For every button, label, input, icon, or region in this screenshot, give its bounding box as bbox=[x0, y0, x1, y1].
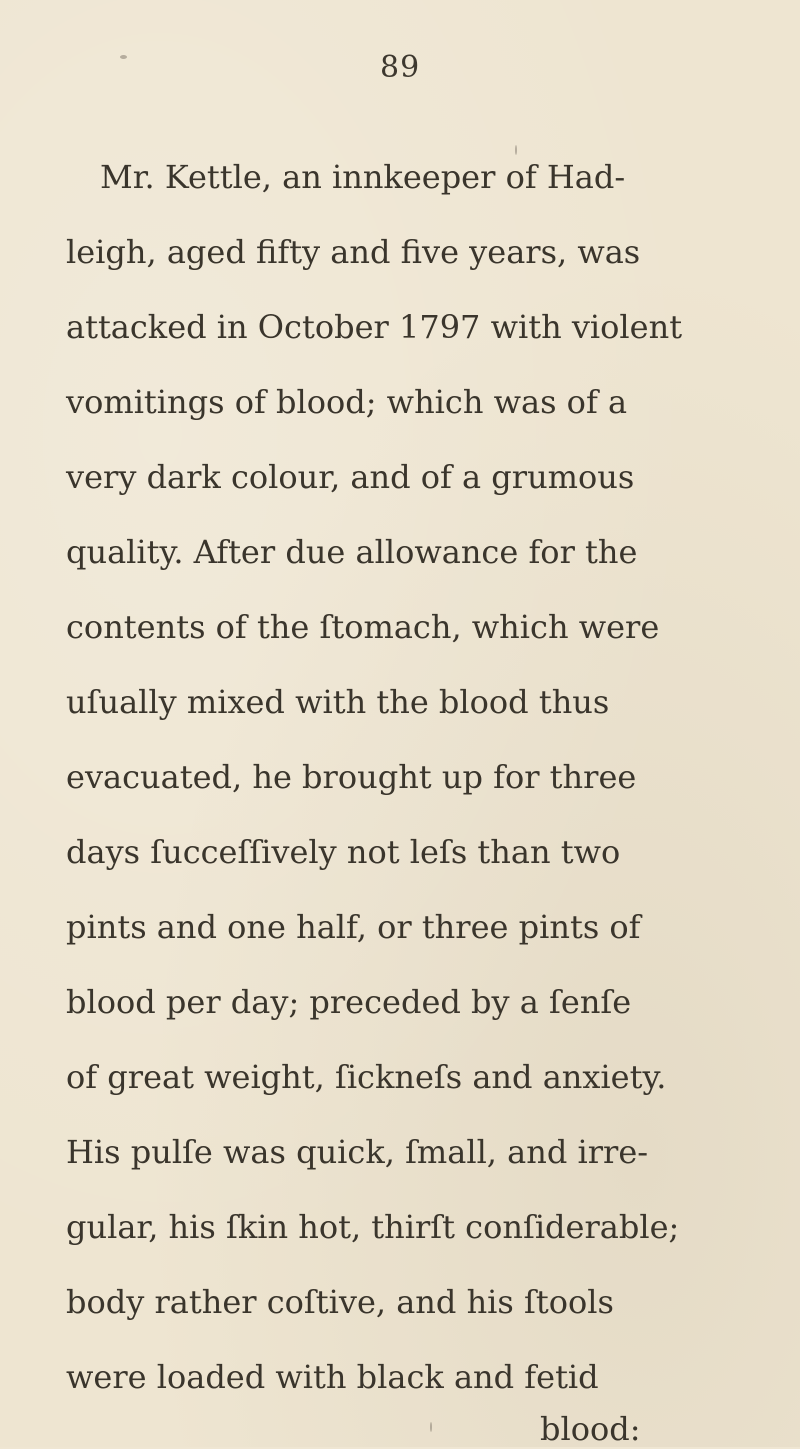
text-line-18: blood: bbox=[540, 1410, 641, 1448]
text-line-14: His pulſe was quick, ſmall, and irre- bbox=[66, 1133, 649, 1171]
text-line-15: gular, his ſkin hot, thirſt conſiderable; bbox=[66, 1208, 680, 1246]
text-line-9: evacuated, he brought up for three bbox=[66, 758, 637, 796]
page-number: 89 bbox=[380, 50, 421, 85]
text-line-13: of great weight, ſickneſs and anxiety. bbox=[66, 1058, 667, 1096]
paper-speck bbox=[515, 145, 517, 155]
text-line-3: attacked in October 1797 with violent bbox=[66, 308, 683, 346]
text-line-16: body rather coſtive, and his ſtools bbox=[66, 1283, 614, 1321]
text-line-12: blood per day; preceded by a ſenſe bbox=[66, 983, 632, 1021]
text-line-2: leigh, aged fifty and five years, was bbox=[66, 233, 641, 271]
paper-speck bbox=[430, 1422, 432, 1432]
paper-speck bbox=[120, 55, 127, 59]
text-line-10: days ſucceſſively not leſs than two bbox=[66, 833, 621, 871]
text-line-17: were loaded with black and fetid bbox=[66, 1358, 599, 1396]
text-line-5: very dark colour, and of a grumous bbox=[66, 458, 635, 496]
text-line-11: pints and one half, or three pints of bbox=[66, 908, 641, 946]
text-line-6: quality. After due allowance for the bbox=[66, 533, 638, 571]
text-line-4: vomitings of blood; which was of a bbox=[66, 383, 628, 421]
text-line-8: uſually mixed with the blood thus bbox=[66, 683, 610, 721]
text-line-1: Mr. Kettle, an innkeeper of Had- bbox=[100, 158, 626, 196]
text-line-7: contents of the ſtomach, which were bbox=[66, 608, 660, 646]
